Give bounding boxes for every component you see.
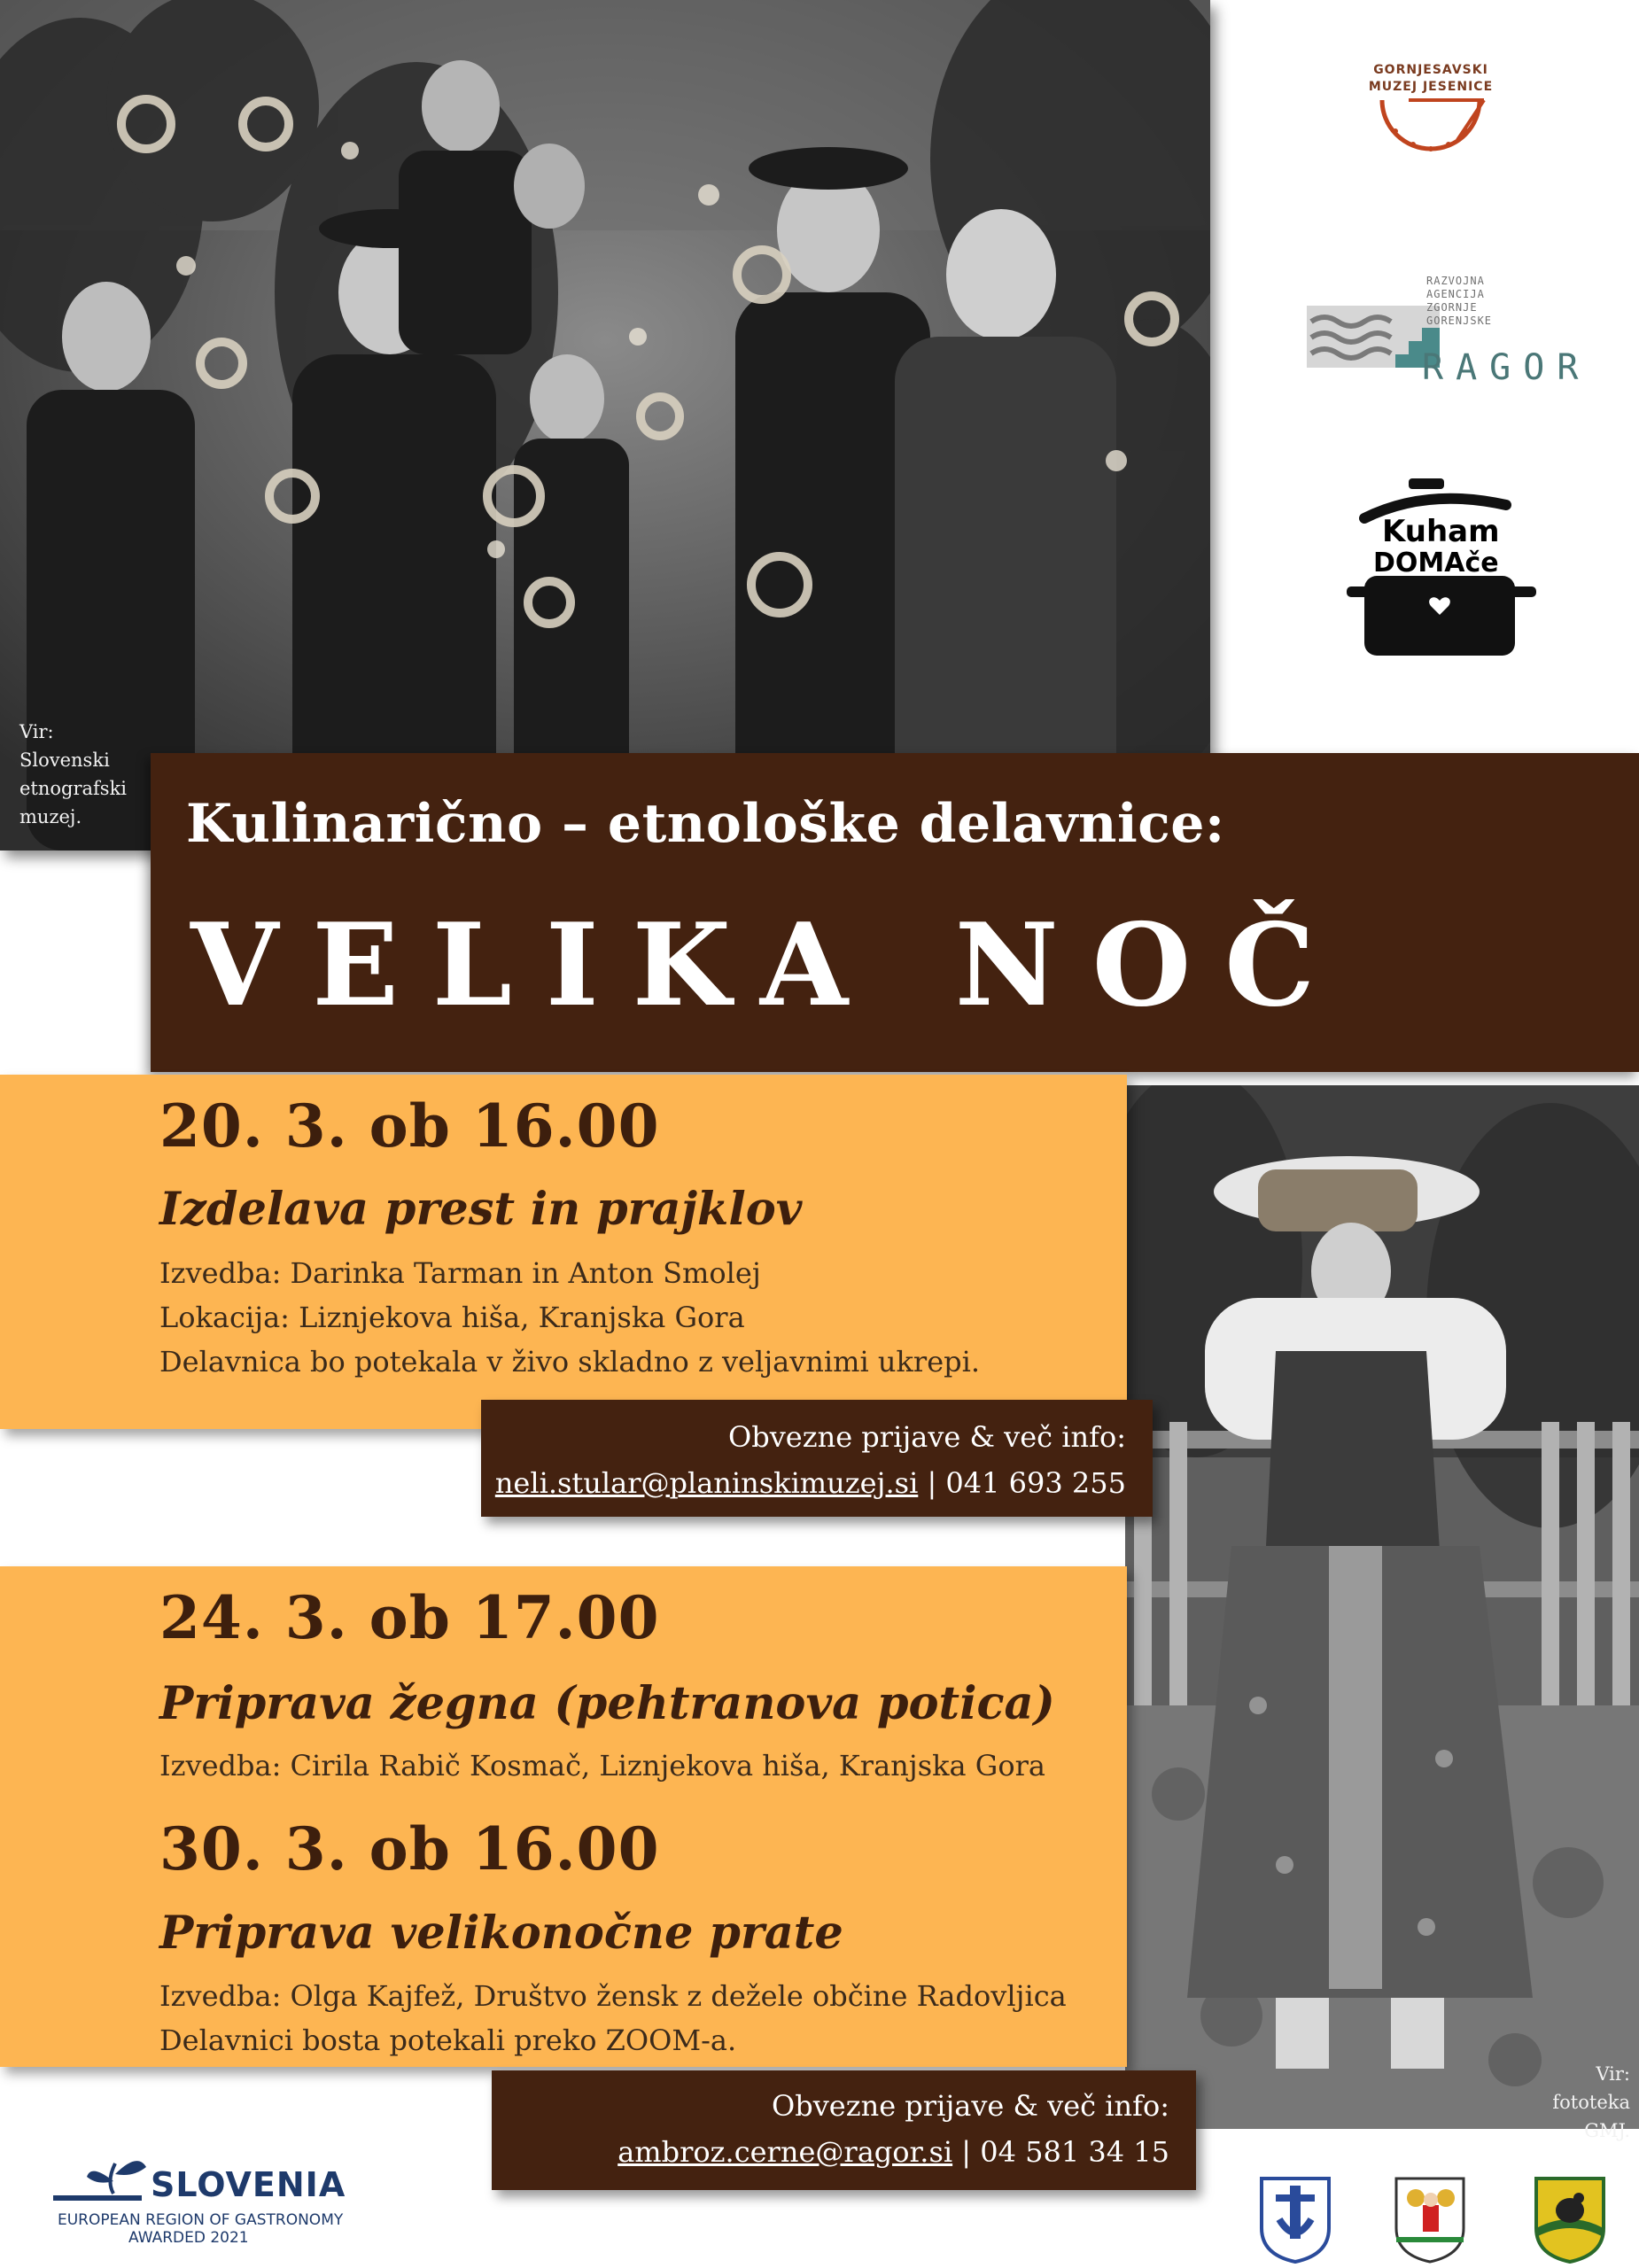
leaves-icon — [53, 2155, 159, 2208]
email-link[interactable]: neli.stular@planinskimuzej.si — [494, 1466, 919, 1500]
crest-shield-icon — [1393, 2175, 1467, 2264]
registration-label: Obvezne prijave & več info: — [771, 2089, 1169, 2123]
ragor-waves-icon — [1307, 306, 1440, 368]
crest-shield-icon — [1258, 2175, 1332, 2264]
photo-illustration — [1125, 1085, 1639, 2129]
slovenia-tagline-line: AWARDED 2021 — [128, 2229, 249, 2247]
ragor-agency-logo — [1307, 275, 1591, 399]
event-details — [159, 1744, 1045, 1788]
municipality-crest-3 — [1533, 2175, 1607, 2264]
domace-word: DOMAče — [1373, 548, 1499, 579]
gmj-logo-line: GORNJESAVSKI — [1373, 63, 1488, 77]
event-details — [159, 1974, 1067, 2062]
side-photo-caption-line: Vir: — [1596, 2063, 1630, 2085]
event-detail-line: Izvedba: Darinka Tarman in Anton Smolej — [159, 1256, 761, 1290]
event-detail-line: Izvedba: Olga Kajfež, Društvo žensk z dežele občine Radovljica — [159, 1979, 1067, 2013]
gmj-logo-line: MUZEJ JESENICE — [1368, 80, 1494, 94]
ragor-subtitle — [1426, 275, 1546, 328]
email-link[interactable]: ambroz.cerne@ragor.si — [618, 2135, 953, 2169]
top-photo-caption-line: Vir: — [19, 721, 54, 742]
phone-number[interactable]: 04 581 34 15 — [980, 2135, 1169, 2169]
event-detail-line: Delavnica bo potekala v živo skladno z veljavnimi ukrepi. — [159, 1345, 981, 1379]
top-photo-caption-line: Slovenski — [19, 750, 110, 771]
kuham-word: Kuham — [1382, 514, 1500, 549]
event-detail-line: Lokacija: Liznjekova hiša, Kranjska Gora — [159, 1301, 745, 1334]
event-date: 20. 3. ob 16.00 — [159, 1091, 660, 1161]
top-photo-caption-line: etnografski — [19, 778, 128, 799]
registration-box-1 — [481, 1400, 1153, 1517]
slovenia-name: SLOVENIA — [151, 2165, 346, 2204]
registration-contact — [492, 2129, 1169, 2175]
kuham-domace-logo — [1347, 470, 1537, 664]
event-detail-line: Delavnici bosta potekali preko ZOOM-a. — [159, 2023, 737, 2057]
page-title: VELIKA NOČ — [190, 899, 1349, 1032]
event-date: 30. 3. ob 16.00 — [159, 1814, 660, 1884]
registration-contact — [481, 1460, 1126, 1506]
slovenia-tagline — [58, 2211, 394, 2247]
municipality-crest-2 — [1393, 2175, 1467, 2264]
event-details — [159, 1251, 980, 1384]
crest-shield-icon — [1533, 2175, 1607, 2264]
separator: | — [918, 1466, 946, 1500]
top-photo-caption — [19, 718, 127, 831]
ragor-subtitle-line: ZGORNJE GORENJSKE — [1426, 301, 1493, 327]
event-name: Izdelava prest in prajklov — [159, 1183, 803, 1236]
registration-label: Obvezne prijave & več info: — [727, 1420, 1126, 1454]
registration-box-2 — [492, 2070, 1196, 2190]
event-name: Priprava žegna (pehtranova potica) — [159, 1677, 1055, 1730]
ragor-name: RAGOR — [1422, 347, 1591, 388]
slovenia-tagline-line: EUROPEAN REGION OF GASTRONOMY — [58, 2211, 344, 2229]
photo-illustration — [0, 0, 1210, 850]
historical-photo-woman-basket — [1125, 1085, 1639, 2129]
side-photo-caption-line: fototeka GMJ. — [1552, 2092, 1630, 2141]
sundial-icon — [1360, 96, 1502, 184]
separator: | — [952, 2135, 981, 2169]
side-photo-caption — [1506, 2060, 1630, 2145]
municipality-crest-1 — [1258, 2175, 1332, 2264]
historical-photo-easter-procession — [0, 0, 1210, 850]
event-date: 24. 3. ob 17.00 — [159, 1583, 660, 1652]
event-detail-line: Izvedba: Cirila Rabič Kosmač, Liznjekova hiša, Kranjska Gora — [159, 1749, 1045, 1783]
page-subtitle: Kulinarično – etnološke delavnice: — [186, 793, 1225, 855]
top-photo-caption-line: muzej. — [19, 806, 82, 827]
gornjesavski-muzej-logo — [1360, 62, 1502, 195]
slovenia-gastronomy-logo — [53, 2155, 390, 2256]
ragor-subtitle-line: RAZVOJNA AGENCIJA — [1426, 275, 1485, 300]
event-name: Priprava velikonočne prate — [159, 1907, 843, 1960]
phone-number[interactable]: 041 693 255 — [945, 1466, 1126, 1500]
